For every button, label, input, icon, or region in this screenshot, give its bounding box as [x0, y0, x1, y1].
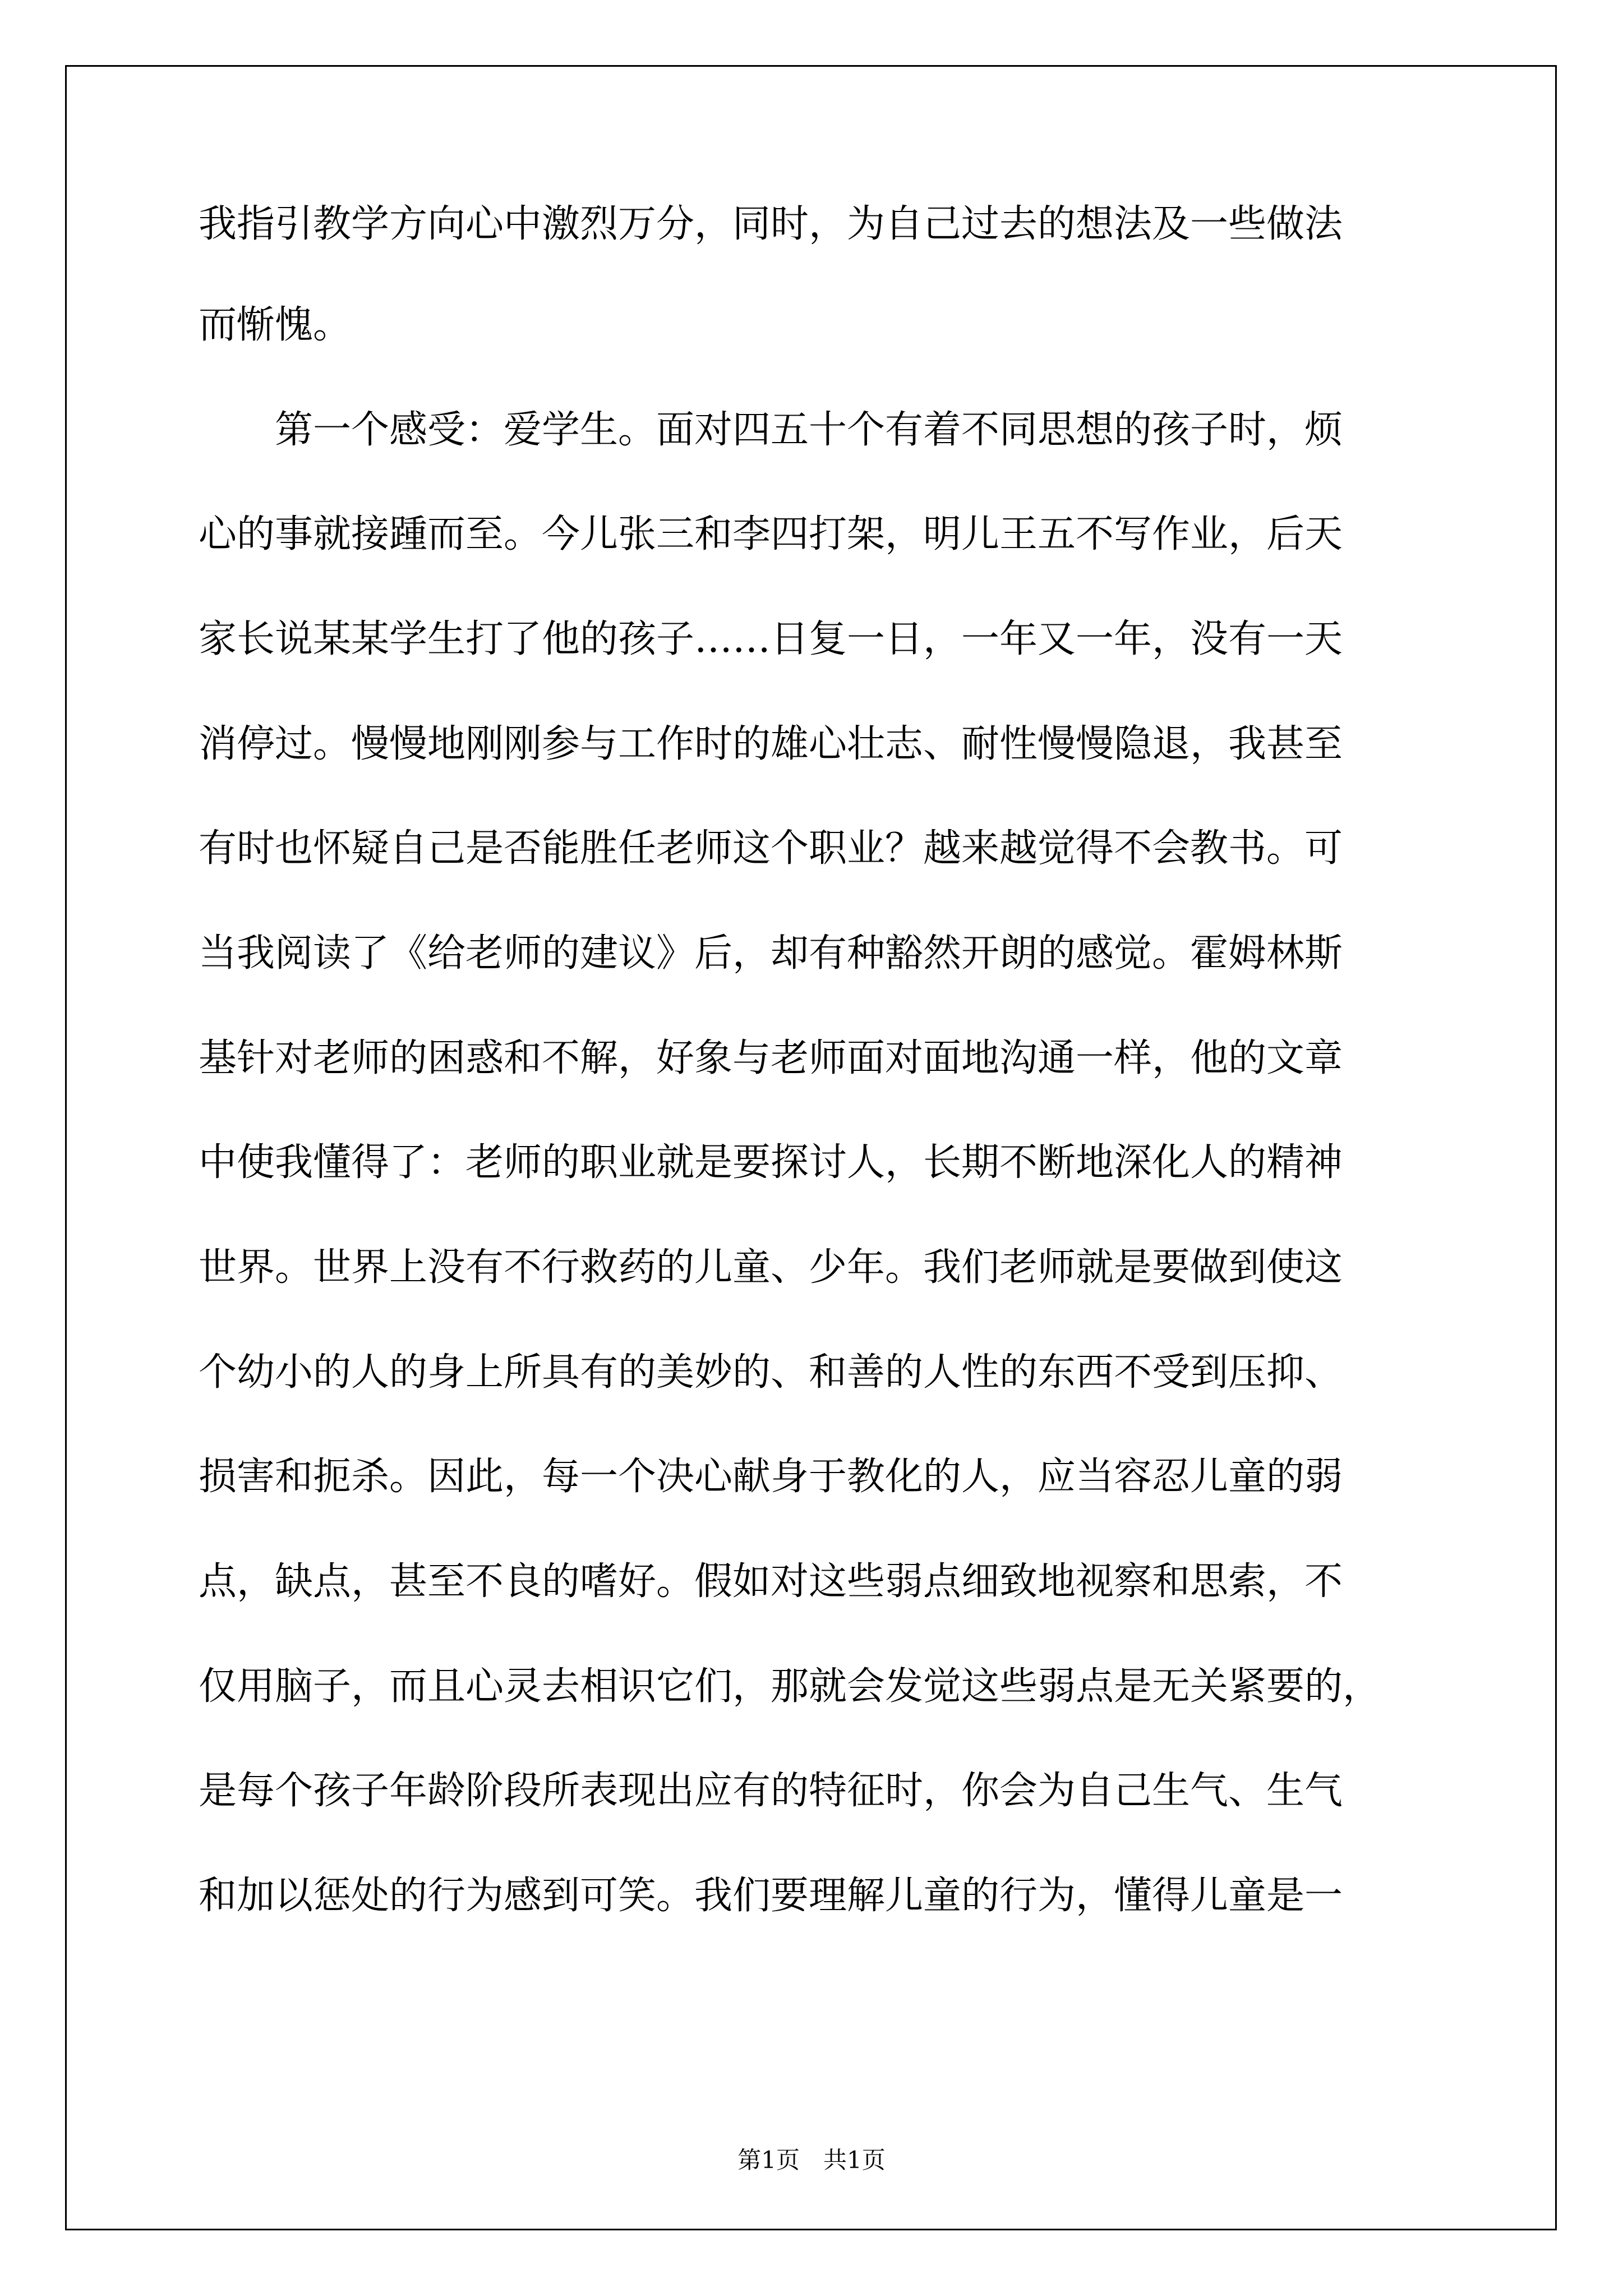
- text-line: 我指引教学方向心中激烈万分，同时，为自己过去的想法及一些做法: [199, 202, 1343, 246]
- text-line: 个幼小的人的身上所具有的美妙的、和善的人性的东西不受到压抑、: [199, 1350, 1343, 1395]
- text-line: 是每个孩子年龄阶段所表现出应有的特征时，你会为自己生气、生气: [199, 1769, 1343, 1813]
- text-line: 家长说某某学生打了他的孩子……日复一日，一年又一年，没有一天: [199, 617, 1343, 661]
- text-line: 有时也怀疑自己是否能胜任老师这个职业？越来越觉得不会教书。可: [199, 826, 1343, 871]
- text-line: 当我阅读了《给老师的建议》后，却有种豁然开朗的感觉。霍姆林斯: [199, 931, 1343, 976]
- text-line: 中使我懂得了：老师的职业就是要探讨人，长期不断地深化人的精神: [199, 1140, 1343, 1185]
- page-number-footer: 第1页 共1页: [737, 2146, 886, 2174]
- text-line: 点，缺点，甚至不良的嗜好。假如对这些弱点细致地视察和思索，不: [199, 1559, 1343, 1604]
- text-line: 世界。世界上没有不行救药的儿童、少年。我们老师就是要做到使这: [199, 1245, 1343, 1290]
- text-line: 第一个感受：爱学生。面对四五十个有着不同思想的孩子时，烦: [199, 408, 1343, 452]
- text-line: 而惭愧。: [199, 303, 352, 347]
- text-line: 心的事就接踵而至。今儿张三和李四打架，明儿王五不写作业，后天: [199, 512, 1343, 556]
- text-line: 消停过。慢慢地刚刚参与工作时的雄心壮志、耐性慢慢隐退，我甚至: [199, 722, 1343, 766]
- text-line: 仅用脑子，而且心灵去相识它们，那就会发觉这些弱点是无关紧要的，: [199, 1664, 1381, 1709]
- text-line: 和加以惩处的行为感到可笑。我们要理解儿童的行为，懂得儿童是一: [199, 1874, 1343, 1918]
- text-line: 基针对老师的困惑和不解，好象与老师面对面地沟通一样，他的文章: [199, 1036, 1343, 1080]
- text-line: 损害和扼杀。因此，每一个决心献身于教化的人，应当容忍儿童的弱: [199, 1455, 1343, 1499]
